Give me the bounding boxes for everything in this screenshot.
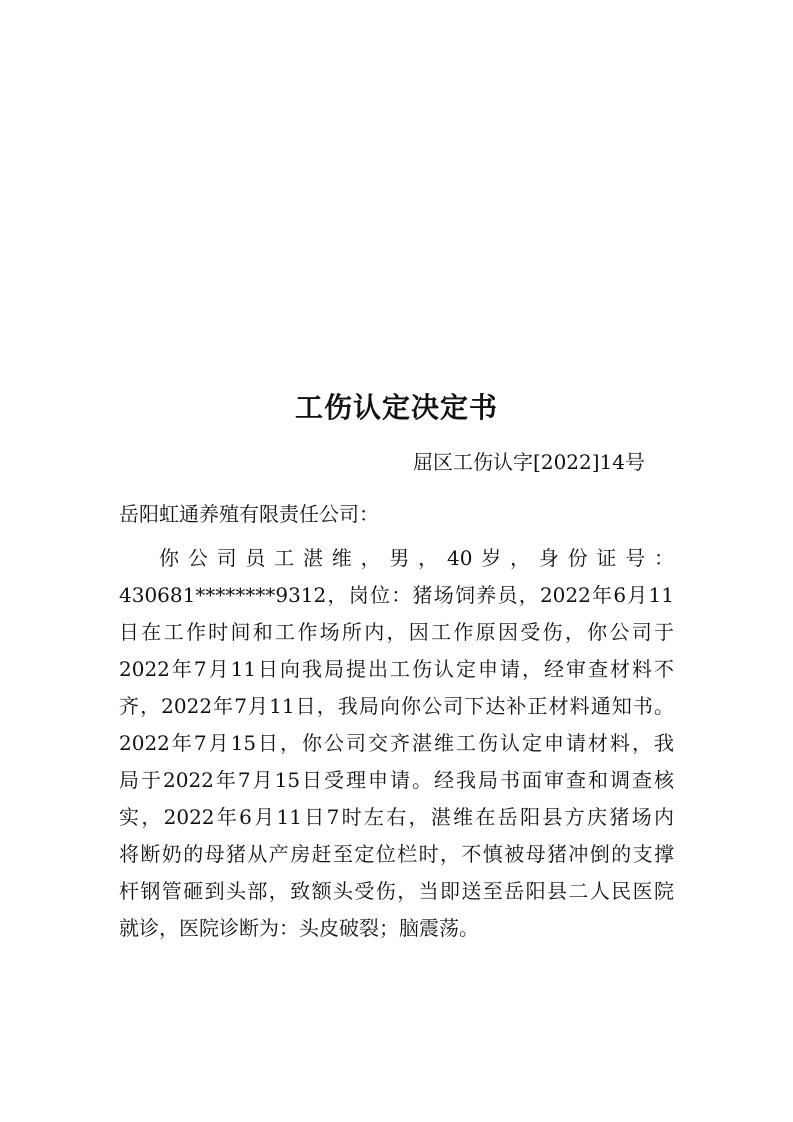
body-paragraph: [119, 540, 674, 947]
body-line: 日在工作时间和工作场所内，因工作原因受伤，你公司于: [119, 620, 674, 644]
addressee: 岳阳虹通养殖有限责任公司：: [119, 502, 379, 526]
body-line: 局于2022年7月15日受理申请。经我局书面审查和调查核: [119, 768, 674, 792]
body-line: 就诊，医院诊断为：头皮破裂；脑震荡。: [119, 916, 479, 940]
body-line: 你公司员工湛维，男，40岁，身份证号：: [159, 546, 674, 570]
body-line: 430681********9312，岗位：猪场饲养员，2022年6月11: [119, 583, 674, 607]
body-line: 齐，2022年7月11日，我局向你公司下达补正材料通知书。: [119, 694, 674, 718]
document-number: 屈区工伤认字[2022]14号: [413, 450, 645, 474]
body-line: 2022年7月15日，你公司交齐湛维工伤认定申请材料，我: [119, 731, 674, 755]
document-title: 工伤认定决定书: [294, 391, 498, 424]
body-line: 2022年7月11日向我局提出工伤认定申请，经审查材料不: [119, 657, 674, 681]
body-line: 实，2022年6月11日7时左右，湛维在岳阳县方庆猪场内: [119, 805, 674, 829]
body-line: 杆钢管砸到头部，致额头受伤，当即送至岳阳县二人民医院: [119, 879, 674, 903]
body-line: 将断奶的母猪从产房赶至定位栏时，不慎被母猪冲倒的支撑: [119, 842, 674, 866]
